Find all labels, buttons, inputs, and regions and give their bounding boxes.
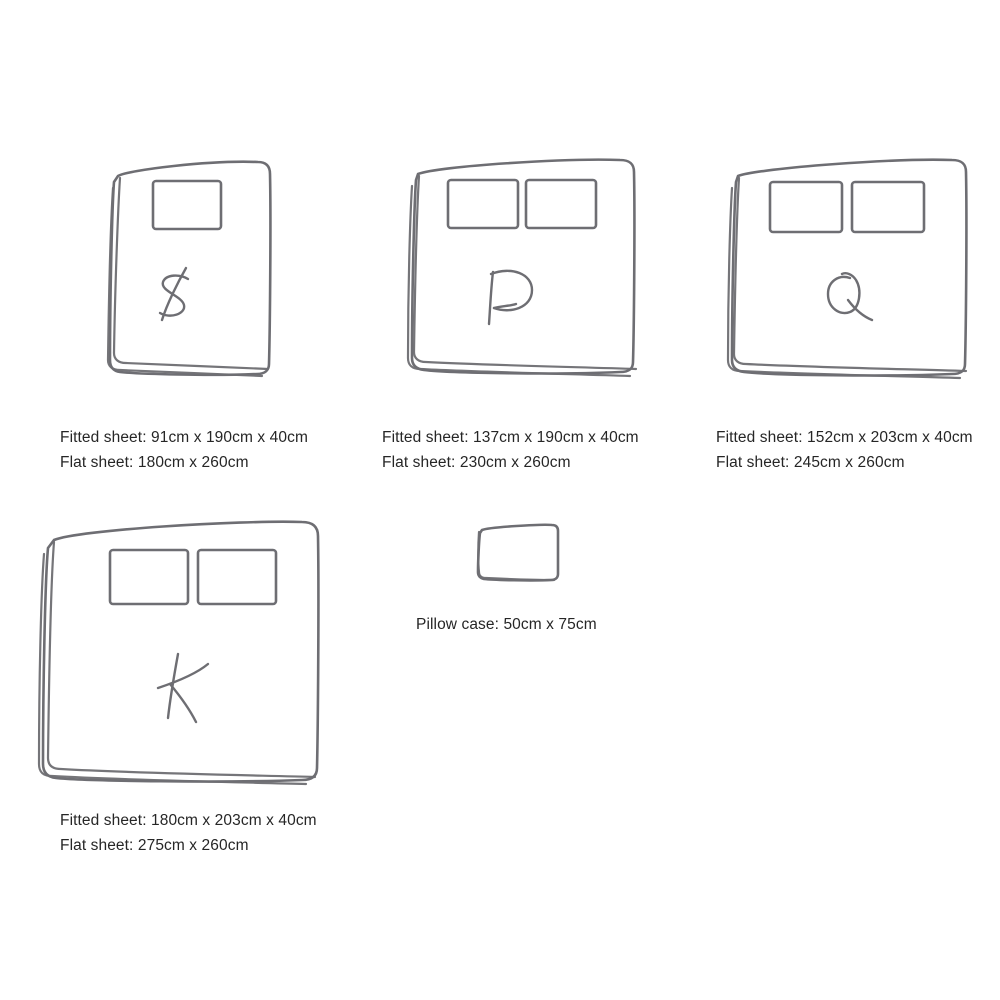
bed-double bbox=[398, 148, 643, 383]
caption-single bbox=[60, 425, 308, 475]
pillow-case-illustration bbox=[470, 518, 565, 588]
bed-single bbox=[90, 148, 275, 383]
caption-double bbox=[382, 425, 639, 475]
pillow-case-shape bbox=[470, 518, 570, 593]
single-bed-illustration bbox=[90, 148, 285, 388]
double-flat-sheet: Flat sheet: 230cm x 260cm bbox=[382, 454, 571, 471]
pillow-case-label: Pillow case: 50cm x 75cm bbox=[416, 616, 597, 633]
queen-flat-sheet: Flat sheet: 245cm x 260cm bbox=[716, 454, 905, 471]
double-monogram bbox=[489, 271, 532, 324]
queen-fitted-sheet: Fitted sheet: 152cm x 203cm x 40cm bbox=[716, 429, 973, 446]
king-fitted-sheet: Fitted sheet: 180cm x 203cm x 40cm bbox=[60, 812, 317, 829]
caption-king bbox=[60, 808, 317, 858]
king-bed-illustration bbox=[30, 512, 340, 797]
king-flat-sheet: Flat sheet: 275cm x 260cm bbox=[60, 837, 249, 854]
double-fitted-sheet: Fitted sheet: 137cm x 190cm x 40cm bbox=[382, 429, 639, 446]
queen-monogram bbox=[828, 273, 872, 320]
bed-king bbox=[30, 512, 330, 792]
caption-queen bbox=[716, 425, 973, 475]
queen-bed-illustration bbox=[718, 148, 983, 388]
caption-pillow-case bbox=[416, 612, 597, 637]
single-monogram bbox=[160, 268, 188, 320]
single-fitted-sheet: Fitted sheet: 91cm x 190cm x 40cm bbox=[60, 429, 308, 446]
king-monogram bbox=[158, 654, 208, 722]
single-flat-sheet: Flat sheet: 180cm x 260cm bbox=[60, 454, 249, 471]
double-bed-illustration bbox=[398, 148, 653, 388]
bed-queen bbox=[718, 148, 973, 383]
